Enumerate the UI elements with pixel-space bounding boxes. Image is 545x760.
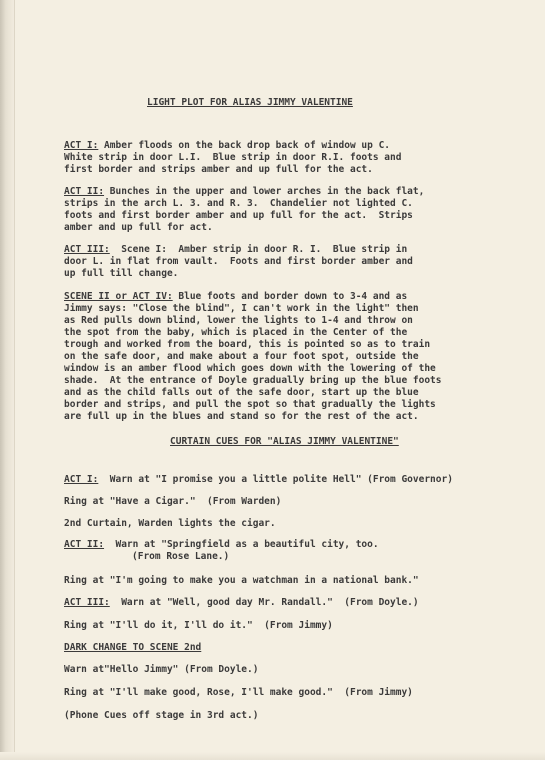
light-scene2-line-6: on the safe door, and make about a four foot spot, outside the (64, 351, 419, 362)
light-act3-label: ACT III: (64, 244, 110, 255)
cue-act1-line: ACT I: Warn at "I promise you a little polite Hell" (From Governor) (64, 474, 453, 485)
page-binding-edge (0, 0, 15, 760)
light-scene2-line-5: trough and worked from the board, this is pointed so as to train (64, 339, 431, 350)
light-scene2-line-2: Jimmy says: "Close the blind", I can't work in the light" then (64, 303, 419, 314)
light-act2-label: ACT II: (64, 186, 105, 197)
light-act1-line-3: first border and strips amber and up full for the act. (64, 164, 373, 175)
light-act3-line-2: door L. in flat from vault. Foots and first border amber and (64, 256, 413, 267)
cue-act1-label: ACT I: (64, 474, 99, 485)
page-bottom-edge (0, 752, 545, 760)
light-plot-title: LIGHT PLOT FOR ALIAS JIMMY VALENTINE (147, 97, 353, 108)
light-act2-line-3: foots and first border amber and up full for the act. Strips (64, 210, 413, 221)
light-scene2-line-8: shade. At the entrance of Doyle gradually bring up the blue foots (64, 375, 442, 386)
cue-act2-label: ACT II: (64, 539, 105, 550)
light-act2-line-2: strips in the arch L. 3. and R. 3. Chandelier not lighted C. (64, 198, 413, 209)
cue-ring-3: Ring at "I'll do it, I'll do it." (From Jimmy) (64, 620, 333, 631)
cue-warn-hello: Warn at"Hello Jimmy" (From Doyle.) (64, 664, 259, 675)
light-scene2-line-9: and as the child falls out of the safe door, start up the blue (64, 387, 419, 398)
cue-act2-continuation: (From Rose Lane.) (132, 551, 230, 562)
cue-act3-label: ACT III: (64, 597, 110, 608)
curtain-cues-title: CURTAIN CUES FOR "ALIAS JIMMY VALENTINE" (170, 436, 399, 447)
light-act3-line-3: up full till change. (64, 268, 179, 279)
light-scene2-line-11: are full up in the blues and stand so for the rest of the act. (64, 411, 419, 422)
light-act1-label: ACT I: (64, 140, 99, 151)
cue-act2-line: ACT II: Warn at "Springfield as a beautiful city, too. (64, 539, 379, 550)
light-act3-line-1: ACT III: Scene I: Amber strip in door R. I. Blue strip in (64, 244, 408, 255)
cue-dark-change: DARK CHANGE TO SCENE 2nd (64, 642, 202, 653)
light-act1-line-2: White strip in door L.I. Blue strip in door R.I. foots and (64, 152, 402, 163)
light-scene2-line-4: the spot from the baby, which is placed in the Center of the (64, 327, 408, 338)
light-act2-line-1: ACT II: Bunches in the upper and lower arches in the back flat, (64, 186, 425, 197)
cue-ring-2: Ring at "I'm going to make you a watchman in a national bank." (64, 575, 419, 586)
light-scene2-line-7: window is an amber flood which goes down with the lowering of the (64, 363, 436, 374)
cue-ring-1: Ring at "Have a Cigar." (From Warden) (64, 496, 282, 507)
light-scene2-label: SCENE II or ACT IV: (64, 291, 173, 302)
light-act2-line-4: amber and up full for act. (64, 222, 213, 233)
cue-phone-note: (Phone Cues off stage in 3rd act.) (64, 710, 259, 721)
light-act1-line-1: ACT I: Amber floods on the back drop back of window up C. (64, 140, 391, 151)
cue-ring-4: Ring at "I'll make good, Rose, I'll make good." (From Jimmy) (64, 687, 413, 698)
light-scene2-line-3: as Red pulls down blind, lower the lights to 1-4 and throw on (64, 315, 413, 326)
light-scene2-line-1: SCENE II or ACT IV: Blue foots and border down to 3-4 and as (64, 291, 408, 302)
light-scene2-line-10: border and strips, and pull the spot so that gradually the lights (64, 399, 436, 410)
cue-second-curtain: 2nd Curtain, Warden lights the cigar. (64, 518, 276, 529)
cue-act3-line: ACT III: Warn at "Well, good day Mr. Randall." (From Doyle.) (64, 597, 419, 608)
